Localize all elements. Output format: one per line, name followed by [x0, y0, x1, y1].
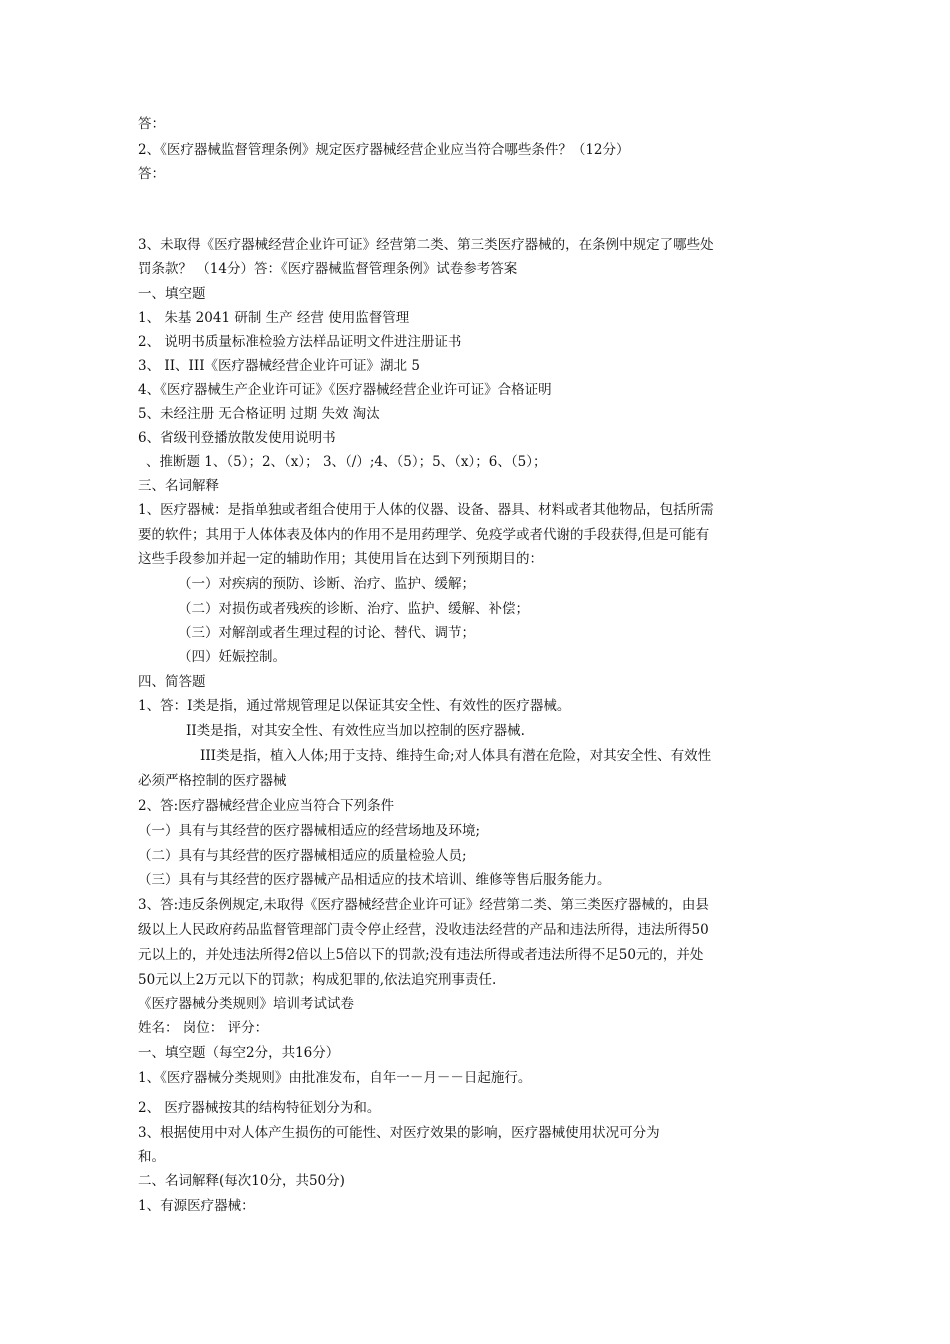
fill-answer: 5、未经注册 无合格证明 过期 失效 淘汰 — [138, 406, 380, 422]
definition-text: 要的软件；其用于人体体表及体内的作用不是用药理学、免疫学或者代谢的手段获得,但是可能有 — [138, 527, 710, 543]
exam-title: 《医疗器械分类规则》培训考试试卷 — [138, 996, 354, 1012]
purpose-item: （二）对损伤或者残疾的诊断、治疗、监护、缓解、补偿； — [178, 601, 529, 617]
exam-question: 1、《医疗器械分类规则》由批准发布，自年一－月－－日起施行。 — [138, 1070, 532, 1086]
penalty-answer: 50元以上2万元以下的罚款；构成犯罪的,依法追究刑事责任. — [138, 972, 497, 988]
short-answer: II类是指，对其安全性、有效性应当加以控制的医疗器械. — [186, 723, 525, 739]
penalty-answer: 级以上人民政府药品监督管理部门责令停止经营，没收违法经营的产品和违法所得，违法所得50 — [138, 922, 709, 938]
purpose-item: （一）对疾病的预防、诊断、治疗、监护、缓解； — [178, 576, 475, 592]
section-heading: 三、名词解释 — [138, 478, 219, 494]
judgment-answers: 、推断题 1、（5）；2、（x）； 3、（/）;4、（5）；5、（x）；6、（5）； — [146, 454, 547, 470]
purpose-item: （三）对解剖或者生理过程的讨论、替代、调节； — [178, 625, 475, 641]
section-heading: 四、简答题 — [138, 674, 206, 690]
fill-answer: 6、省级刊登播放散发使用说明书 — [138, 430, 336, 446]
answer-label: 答： — [138, 166, 165, 182]
penalty-answer: 3、答:违反条例规定,未取得《医疗器械经营企业许可证》经营第二类、第三类医疗器械的，由县 — [138, 897, 709, 913]
short-answer: 2、答:医疗器械经营企业应当符合下列条件 — [138, 798, 395, 814]
exam-question: 3、根据使用中对人体产生损伤的可能性、对医疗效果的影响，医疗器械使用状况可分为 — [138, 1125, 660, 1141]
definition-text: 1、医疗器械：是指单独或者组合使用于人体的仪器、设备、器具、材料或者其他物品，包括所需 — [138, 502, 714, 518]
fill-answer: 1、 朱基 2041 研制 生产 经营 使用监督管理 — [138, 310, 410, 326]
section-heading: 一、填空题（每空2分，共16分） — [138, 1045, 340, 1061]
condition-item: （二）具有与其经营的医疗器械相适应的质量检验人员; — [138, 848, 467, 864]
penalty-answer: 元以上的，并处违法所得2倍以上5倍以下的罚款;没有违法所得或者违法所得不足50元的，并处 — [138, 947, 704, 963]
fill-answer: 4、《医疗器械生产企业许可证》《医疗器械经营企业许可证》合格证明 — [138, 382, 552, 398]
question-2: 2、《医疗器械监督管理条例》规定医疗器械经营企业应当符合哪些条件？（12分） — [138, 142, 630, 158]
section-heading: 二、名词解释(每次10分，共50分) — [138, 1173, 345, 1189]
fill-answer: 3、 II、III《医疗器械经营企业许可证》湖北 5 — [138, 358, 420, 374]
short-answer: 1、答：I类是指，通过常规管理足以保证其安全性、有效性的医疗器械。 — [138, 698, 571, 714]
question-3-line-2: 罚条款？ （14分）答：《医疗器械监督管理条例》试卷参考答案 — [138, 261, 518, 277]
fill-answer: 2、 说明书质量标准检验方法样品证明文件进注册证书 — [138, 334, 462, 350]
purpose-item: （四）妊娠控制。 — [178, 649, 286, 665]
question-3-line-1: 3、未取得《医疗器械经营企业许可证》经营第二类、第三类医疗器械的，在条例中规定了哪些处 — [138, 237, 714, 253]
exam-question: 和。 — [138, 1149, 165, 1165]
answer-label: 答： — [138, 116, 165, 132]
exam-question: 1、有源医疗器械： — [138, 1198, 255, 1214]
exam-question: 2、 医疗器械按其的结构特征划分为和。 — [138, 1100, 381, 1116]
condition-item: （一）具有与其经营的医疗器械相适应的经营场地及环境; — [138, 823, 481, 839]
section-heading: 一、填空题 — [138, 286, 206, 302]
short-answer: 必须严格控制的医疗器械 — [138, 773, 287, 789]
answer-space — [138, 190, 818, 230]
exam-fields: 姓名： 岗位： 评分： — [138, 1020, 269, 1036]
short-answer: III类是指，植入人体;用于支持、维持生命;对人体具有潜在危险，对其安全性、有效性 — [200, 748, 712, 764]
condition-item: （三）具有与其经营的医疗器械产品相适应的技术培训、维修等售后服务能力。 — [138, 872, 611, 888]
definition-text: 这些手段参加并起一定的辅助作用；其使用旨在达到下列预期目的： — [138, 551, 543, 567]
